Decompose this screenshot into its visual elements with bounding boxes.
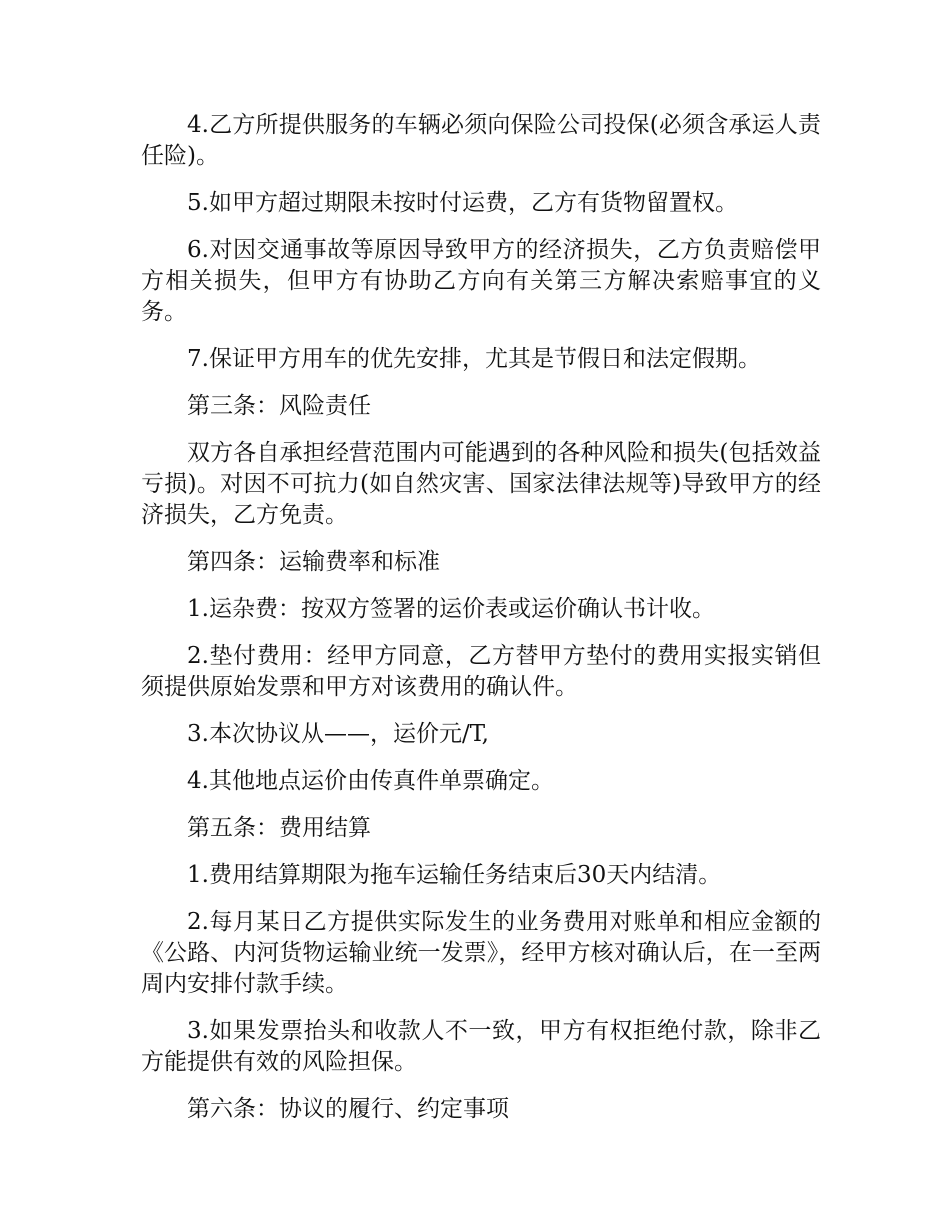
clause-3-body: 双方各自承担经营范围内可能遇到的各种风险和损失(包括效益亏损)。对因不可抗力(如自然灾害、国家法律法规等)导致甲方的经济损失，乙方免责。 <box>141 440 821 528</box>
clause-6-heading: 第六条：协议的履行、约定事项 <box>187 1096 509 1122</box>
clause-4-item-4: 4.其他地点运价由传真件单票确定。 <box>187 768 554 794</box>
clause-2-item-5: 5.如甲方超过期限未按时付运费，乙方有货物留置权。 <box>187 190 738 216</box>
clause-5-item-2: 2.每月某日乙方提供实际发生的业务费用对账单和相应金额的《公路、内河货物运输业统一发票》，经甲方核对确认后，在一至两周内安排付款手续。 <box>141 909 821 997</box>
clause-3-heading: 第三条：风险责任 <box>187 393 371 419</box>
clause-4-item-3: 3.本次协议从——，运价元/T, <box>187 721 489 747</box>
document-body <box>141 110 821 1141</box>
clause-4-item-1: 1.运杂费：按双方签署的运价表或运价确认书计收。 <box>187 596 715 622</box>
clause-2-item-6: 6.对因交通事故等原因导致甲方的经济损失，乙方负责赔偿甲方相关损失，但甲方有协助乙方向有关第三方解决索赔事宜的义务。 <box>141 237 821 325</box>
clause-4-item-2: 2.垫付费用：经甲方同意，乙方替甲方垫付的费用实报实销但须提供原始发票和甲方对该费用的确认件。 <box>141 643 821 700</box>
clause-5-item-3: 3.如果发票抬头和收款人不一致，甲方有权拒绝付款，除非乙方能提供有效的风险担保。 <box>141 1018 821 1075</box>
clause-5-item-1: 1.费用结算期限为拖车运输任务结束后30天内结清。 <box>187 862 722 888</box>
clause-2-item-4: 4.乙方所提供服务的车辆必须向保险公司投保(必须含承运人责任险)。 <box>141 112 821 169</box>
clause-5-heading: 第五条：费用结算 <box>187 815 371 841</box>
clause-2-item-7: 7.保证甲方用车的优先安排，尤其是节假日和法定假期。 <box>187 346 761 372</box>
clause-4-heading: 第四条：运输费率和标准 <box>187 549 440 575</box>
